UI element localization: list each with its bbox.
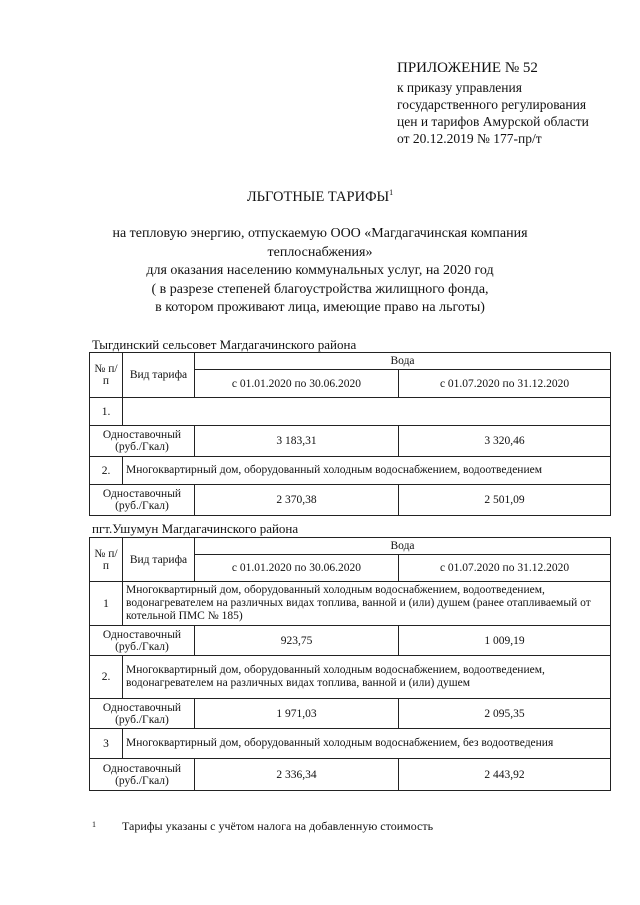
subtitle-line: ( в разрезе степеней благоустройства жилищного фонда,: [151, 281, 489, 297]
row-value-2: 2 501,09: [399, 485, 611, 516]
footnote-text: Тарифы указаны с учётом налога на добавленную стоимость: [122, 819, 434, 833]
row-value-1: 3 183,31: [195, 426, 399, 457]
row-value-1: 1 971,03: [195, 699, 399, 729]
row-desc: Многоквартирный дом, оборудованный холодным водоснабжением, водоотведением, водонагревателем на различных видах топлива, ванной и (или) душем: [123, 656, 611, 699]
header-group: Вода: [195, 538, 611, 555]
table-row: [90, 729, 611, 759]
table-row: [90, 699, 611, 729]
row-tariff-type: Одноставочный (руб./Гкал): [90, 626, 195, 656]
row-desc: Многоквартирный дом, оборудованный холодным водоснабжением, без водоотведения: [123, 729, 611, 759]
header-period-2: с 01.07.2020 по 31.12.2020: [399, 370, 611, 398]
header-tariff-type: Вид тарифа: [123, 353, 195, 398]
header-num: № п/п: [90, 538, 123, 582]
row-num: 2.: [90, 457, 123, 485]
footnote: [92, 819, 433, 834]
section-label: пгт.Ушумун Магдагачинского района: [92, 521, 299, 536]
appendix-line: государственного регулирования: [397, 97, 587, 112]
row-tariff-type: Одноставочный (руб./Гкал): [90, 426, 195, 457]
header-tariff-type: Вид тарифа: [123, 538, 195, 582]
table-row: [90, 398, 611, 426]
row-tariff-type: Одноставочный (руб./Гкал): [90, 485, 195, 516]
row-value-2: 3 320,46: [399, 426, 611, 457]
table-row: [90, 426, 611, 457]
header-num: № п/п: [90, 353, 123, 398]
row-value-2: 2 443,92: [399, 759, 611, 791]
row-value-1: 2 336,34: [195, 759, 399, 791]
row-value-2: 2 095,35: [399, 699, 611, 729]
subtitle-line: теплоснабжения»: [267, 244, 373, 260]
row-desc: Многоквартирный дом, оборудованный холодным водоснабжением, водоотведением, водонагревателем на различных видах топлива, ванной и (или) душем (ранее отапливаемый от котельной ПМС № 185): [123, 582, 611, 626]
table-row: [90, 759, 611, 791]
row-num: 1: [90, 582, 123, 626]
appendix-line: цен и тарифов Амурской области: [397, 114, 589, 129]
table-row: [90, 582, 611, 626]
document-subtitle: [60, 225, 580, 318]
subtitle-line: в котором проживают лица, имеющие право на льготы): [155, 300, 485, 315]
subtitle-line: для оказания населению коммунальных услуг, на 2020 год: [146, 263, 494, 278]
appendix-line: к приказу управления: [397, 80, 522, 95]
table-header-row: [90, 353, 611, 370]
table-row: [90, 485, 611, 516]
subtitle-line: на тепловую энергию, отпускаемую ООО «Магдагачинская компания: [112, 226, 528, 241]
document-title-text: ЛЬГОТНЫЕ ТАРИФЫ: [246, 188, 390, 205]
document-title: [0, 188, 640, 206]
footnote-mark: 1: [92, 820, 96, 829]
footnote-ref: 1: [389, 188, 394, 197]
header-period-1: с 01.01.2020 по 30.06.2020: [195, 555, 399, 582]
table-row: [90, 626, 611, 656]
header-period-1: с 01.01.2020 по 30.06.2020: [195, 370, 399, 398]
row-tariff-type: Одноставочный (руб./Гкал): [90, 699, 195, 729]
table-header-row: [90, 538, 611, 555]
row-value-1: 2 370,38: [195, 485, 399, 516]
header-period-2: с 01.07.2020 по 31.12.2020: [399, 555, 611, 582]
table-row: [90, 656, 611, 699]
row-desc: Многоквартирный дом, оборудованный холодным водоснабжением, водоотведением: [123, 457, 611, 485]
section-label: Тыгдинский сельсовет Магдагачинского района: [92, 337, 357, 352]
appendix-title: ПРИЛОЖЕНИЕ № 52: [397, 60, 538, 76]
row-num: 3: [90, 729, 123, 759]
row-value-1: 923,75: [195, 626, 399, 656]
appendix-block: [397, 60, 627, 147]
row-num: 2.: [90, 656, 123, 699]
tariff-table: [89, 537, 611, 791]
table-row: [90, 457, 611, 485]
tariff-table: [89, 352, 611, 516]
appendix-line: от 20.12.2019 № 177-пр/т: [397, 131, 542, 146]
row-tariff-type: Одноставочный (руб./Гкал): [90, 759, 195, 791]
row-num: 1.: [90, 398, 123, 426]
row-desc: [123, 398, 611, 426]
row-value-2: 1 009,19: [399, 626, 611, 656]
header-group: Вода: [195, 353, 611, 370]
